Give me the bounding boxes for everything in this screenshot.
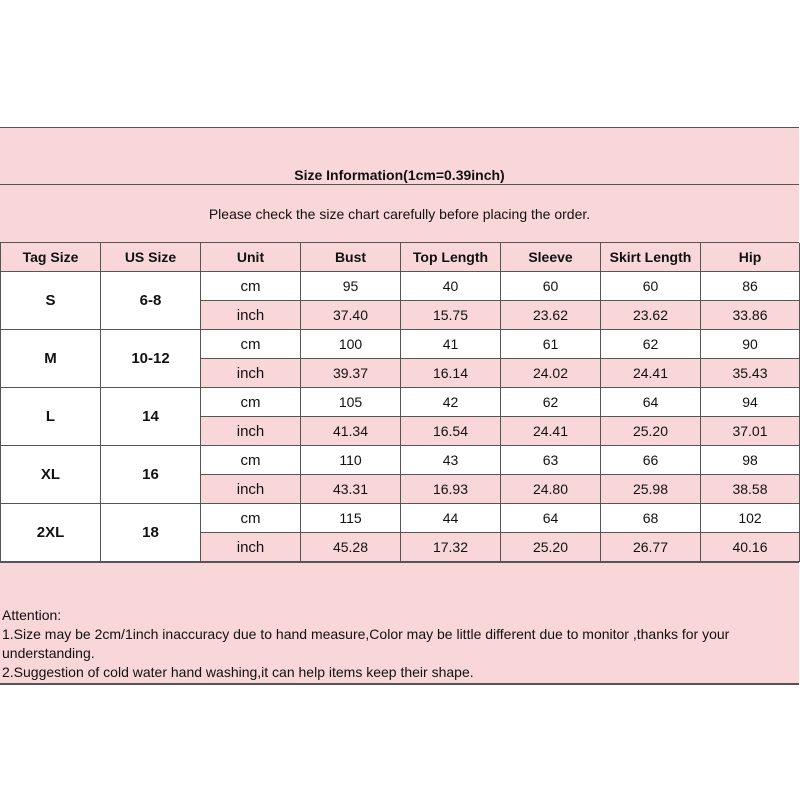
measurement-cell: 17.32	[401, 533, 501, 562]
measurement-cell: 66	[601, 446, 701, 475]
unit-cell: cm	[201, 388, 301, 417]
measurement-cell: 24.80	[501, 475, 601, 504]
attention-notes	[0, 606, 799, 684]
table-row	[1, 504, 800, 533]
us-size-cell: 18	[101, 504, 201, 562]
measurement-cell: 64	[601, 388, 701, 417]
chart-title: Size Information(1cm=0.39inch)	[0, 128, 799, 185]
measurement-cell: 86	[701, 272, 800, 301]
table-row	[1, 272, 800, 301]
measurement-cell: 62	[501, 388, 601, 417]
measurement-cell: 41.34	[301, 417, 401, 446]
measurement-cell: 38.58	[701, 475, 800, 504]
measurement-cell: 63	[501, 446, 601, 475]
column-header: Unit	[201, 243, 301, 272]
unit-cell: inch	[201, 475, 301, 504]
measurement-cell: 45.28	[301, 533, 401, 562]
us-size-cell: 10-12	[101, 330, 201, 388]
us-size-cell: 16	[101, 446, 201, 504]
column-header: Top Length	[401, 243, 501, 272]
measurement-cell: 35.43	[701, 359, 800, 388]
measurement-cell: 95	[301, 272, 401, 301]
measurement-cell: 40.16	[701, 533, 800, 562]
tag-size-cell: M	[1, 330, 101, 388]
measurement-cell: 42	[401, 388, 501, 417]
measurement-cell: 24.02	[501, 359, 601, 388]
unit-cell: cm	[201, 446, 301, 475]
measurement-cell: 23.62	[501, 301, 601, 330]
measurement-cell: 37.01	[701, 417, 800, 446]
table-header-row	[1, 243, 800, 272]
measurement-cell: 25.20	[601, 417, 701, 446]
column-header: Sleeve	[501, 243, 601, 272]
attention-heading: Attention:	[2, 607, 62, 623]
measurement-cell: 26.77	[601, 533, 701, 562]
measurement-cell: 100	[301, 330, 401, 359]
column-header: Bust	[301, 243, 401, 272]
measurement-cell: 24.41	[601, 359, 701, 388]
spacer-row	[0, 562, 799, 606]
measurement-cell: 60	[501, 272, 601, 301]
measurement-cell: 94	[701, 388, 800, 417]
measurement-cell: 23.62	[601, 301, 701, 330]
measurement-cell: 68	[601, 504, 701, 533]
us-size-cell: 6-8	[101, 272, 201, 330]
measurement-cell: 15.75	[401, 301, 501, 330]
attention-line-1: 1.Size may be 2cm/1inch inaccuracy due to hand measure,Color may be little different due to monitor ,thanks for your understanding.	[2, 626, 730, 661]
unit-cell: inch	[201, 417, 301, 446]
measurement-cell: 43	[401, 446, 501, 475]
measurement-cell: 37.40	[301, 301, 401, 330]
measurement-cell: 62	[601, 330, 701, 359]
measurement-cell: 102	[701, 504, 800, 533]
tag-size-cell: S	[1, 272, 101, 330]
table-row	[1, 330, 800, 359]
tag-size-cell: L	[1, 388, 101, 446]
unit-cell: inch	[201, 301, 301, 330]
measurement-cell: 44	[401, 504, 501, 533]
unit-cell: cm	[201, 504, 301, 533]
size-chart	[0, 127, 799, 685]
measurement-cell: 98	[701, 446, 800, 475]
measurement-cell: 110	[301, 446, 401, 475]
measurement-cell: 40	[401, 272, 501, 301]
measurement-cell: 25.98	[601, 475, 701, 504]
measurement-cell: 61	[501, 330, 601, 359]
measurement-cell: 60	[601, 272, 701, 301]
measurement-cell: 90	[701, 330, 800, 359]
table-row	[1, 446, 800, 475]
measurement-cell: 41	[401, 330, 501, 359]
measurement-cell: 39.37	[301, 359, 401, 388]
measurement-cell: 64	[501, 504, 601, 533]
unit-cell: inch	[201, 533, 301, 562]
measurement-cell: 105	[301, 388, 401, 417]
attention-line-2: 2.Suggestion of cold water hand washing,it can help items keep their shape.	[2, 664, 474, 680]
chart-notice: Please check the size chart carefully before placing the order.	[0, 185, 799, 243]
size-table	[0, 243, 800, 562]
measurement-cell: 24.41	[501, 417, 601, 446]
column-header: Tag Size	[1, 243, 101, 272]
us-size-cell: 14	[101, 388, 201, 446]
measurement-cell: 115	[301, 504, 401, 533]
measurement-cell: 33.86	[701, 301, 800, 330]
measurement-cell: 16.93	[401, 475, 501, 504]
table-row	[1, 388, 800, 417]
measurement-cell: 16.54	[401, 417, 501, 446]
column-header: Skirt Length	[601, 243, 701, 272]
measurement-cell: 43.31	[301, 475, 401, 504]
unit-cell: inch	[201, 359, 301, 388]
column-header: Hip	[701, 243, 800, 272]
tag-size-cell: 2XL	[1, 504, 101, 562]
unit-cell: cm	[201, 272, 301, 301]
tag-size-cell: XL	[1, 446, 101, 504]
measurement-cell: 25.20	[501, 533, 601, 562]
column-header: US Size	[101, 243, 201, 272]
unit-cell: cm	[201, 330, 301, 359]
measurement-cell: 16.14	[401, 359, 501, 388]
